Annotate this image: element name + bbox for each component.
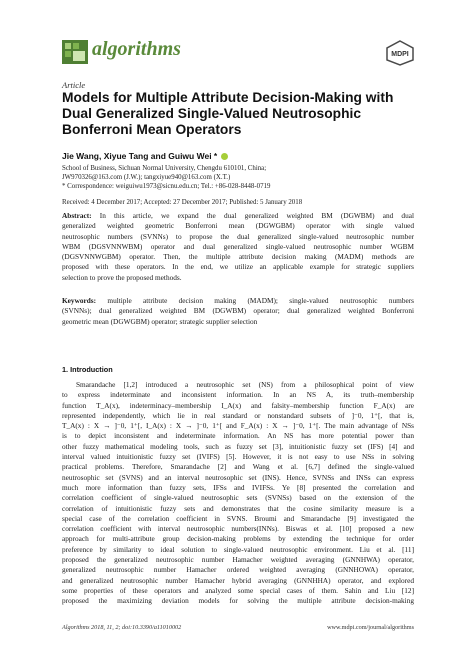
authors-text: Jie Wang, Xiyue Tang and Guiwu Wei * [62,151,218,161]
affiliation-block [62,164,422,192]
article-type: Article [62,80,86,90]
keywords-label: Keywords: [62,296,97,305]
paragraph-line: and generalized neutrosophic number Hamacher hybrid averaging (GNNHHA) operator, and explored [62,575,414,585]
abstract-line: Abstract: In this article, we expand the dual generalized weighted BM (DGWBM) and dual [62,211,414,220]
paragraph-line: correlation coefficient of single-valued neutrosophic sets (SVNSs) based on the extension of the [62,493,414,503]
paragraph-line: approach for multi-attribute group decision-making problems by extending the technique for order [62,534,414,544]
paragraph-line: special case of the correlation coefficient in SVNS. Broumi and Smarandache [9] investigated the [62,513,414,523]
publisher-name: MDPI [391,51,409,58]
paragraph-line: correlation of intuitionistic fuzzy sets and demonstrates that the cosine similarity measure is a [62,503,414,513]
keywords-line: (SVNNs); dual generalized weighted BM (DGWBM) operator; dual generalized weighted Bonferroni [62,306,414,316]
publication-dates: Received: 4 December 2017; Accepted: 27 December 2017; Published: 5 January 2018 [62,199,303,206]
orcid-icon[interactable] [221,153,228,160]
paragraph-line: practical problems. Therefore, Smarandache [2] and Wang et al. [6,7] defined the single-valued [62,462,414,472]
paragraph-line: represented independently, which lie in real standard or nonstandard subsets of ]⁻0, 1⁺[, that is, [62,410,414,420]
introduction-body [62,380,414,607]
affiliation-line: School of Business, Sichuan Normal University, Chengdu 610101, China; [62,165,267,172]
abstract-line: (DGSVNNWGBM) operator. Then, the multiple attribute decision making (MADM) methods are [62,252,414,262]
keywords-line: Keywords: multiple attribute decision making (MADM); single-valued neutrosophic numbers [62,296,414,305]
paragraph-line: is to depict inconsistent and indeterminate information. An NS has more potential power than [62,431,414,441]
paragraph-line: T_A(x) : X → ]⁻0, 1⁺[, I_A(x) : X → ]⁻0, 1⁺[ and F_A(x) : X → ]⁻0, 1⁺[. The main advantage of NSs [62,421,414,431]
journal-name: algorithms [92,38,181,60]
paragraph-line: preference by similarity to ideal solution to single-valued neutrosophic environment. Liu et al. [11] [62,544,414,554]
article-title: Models for Multiple Attribute Decision-Making with Dual Generalized Single-Valued Neutrosophic Bonferroni Mean Operators [62,90,394,137]
footer-citation: Algorithms 2018, 11, 2; doi:10.3390/a11010002 [62,624,182,631]
abstract-label: Abstract: [62,211,92,220]
correspondence-line: * Correspondence: weiguiwu1973@sicnu.edu.cn; Tel.: +86-028-8448-0719 [62,183,271,191]
journal-logo-icon [62,40,88,64]
footer-url[interactable]: www.mdpi.com/journal/algorithms [327,624,414,631]
keywords [62,296,414,327]
abstract-line: neutrosophic numbers (SVNNs) to propose the dual generalized single-valued neutrosophic number [62,231,414,241]
keywords-line: geometric mean (DGWGBM) operator; strategic supplier selection [62,316,258,326]
paragraph-line: function T_A(x), indeterminacy–membership I_A(x) and falsity–membership function F_A(x) are [62,400,414,410]
abstract [62,211,414,283]
paragraph-line: neutrosophic set (SVNS) and an interval neutrosophic set (INS). Hence, SVNSs and INSs can express [62,472,414,482]
affiliation-line: JW970326@163.com (J.W.); tangxiyue940@163.com (X.T.) [62,174,231,182]
paragraph-line: interval valued intuitionistic fuzzy set (IVIFS) [5]. However, it is not easy to use NSs in solving [62,452,414,462]
paragraph-line: Smarandache [1,2] introduced a neutrosophic set (NS) from a philosophical point of view [76,380,414,389]
paragraph-line: proposed the maximizing deviation models for solving the multiple attribute decision-making [62,596,414,606]
paragraph-line: much more information than fuzzy sets, IFSs and IVIFSs. Ye [8] presented the correlation and [62,482,414,492]
section-heading: 1. Introduction [62,365,113,374]
abstract-line: proposed with these operators. In the end, we utilize an applicable example for strategic suppliers [62,262,414,272]
paragraph-line: other fuzzy mathematical modeling tools, such as fuzzy set [3], intuitionistic fuzzy set (IFS) [4] and [62,441,414,451]
paragraph-line: to express indeterminate and inconsistent information. In an NS A, its truth–membership [62,390,414,400]
paragraph-line: correlation coefficient with interval neutrosophic numbers(INNs). Biswas et al. [10] proposed a new [62,524,414,534]
abstract-line: selection to prove the proposed methods. [62,272,182,282]
paragraph-line: proposed the generalized neutrosophic number Hamacher weighted averaging (GNNHWA) operator, [62,555,414,565]
page-footer [62,624,414,631]
publisher-logo-icon [385,40,415,66]
paragraph-line: generalized neutrosophic number Hamacher ordered weighted averaging (GNNHOWA) operator, [62,565,414,575]
paragraph-line: some properties of these operators and analyzed some special cases of them. Sahin and Liu [12] [62,585,414,595]
abstract-line: generalized weighted geometric Bonferroni mean (DGWGBM) operator with single valued [62,221,414,231]
abstract-line: WBM (DGSVNNWBM) operator and dual generalized single-valued neutrosophic number WGBM [62,241,414,251]
author-list [62,151,228,161]
